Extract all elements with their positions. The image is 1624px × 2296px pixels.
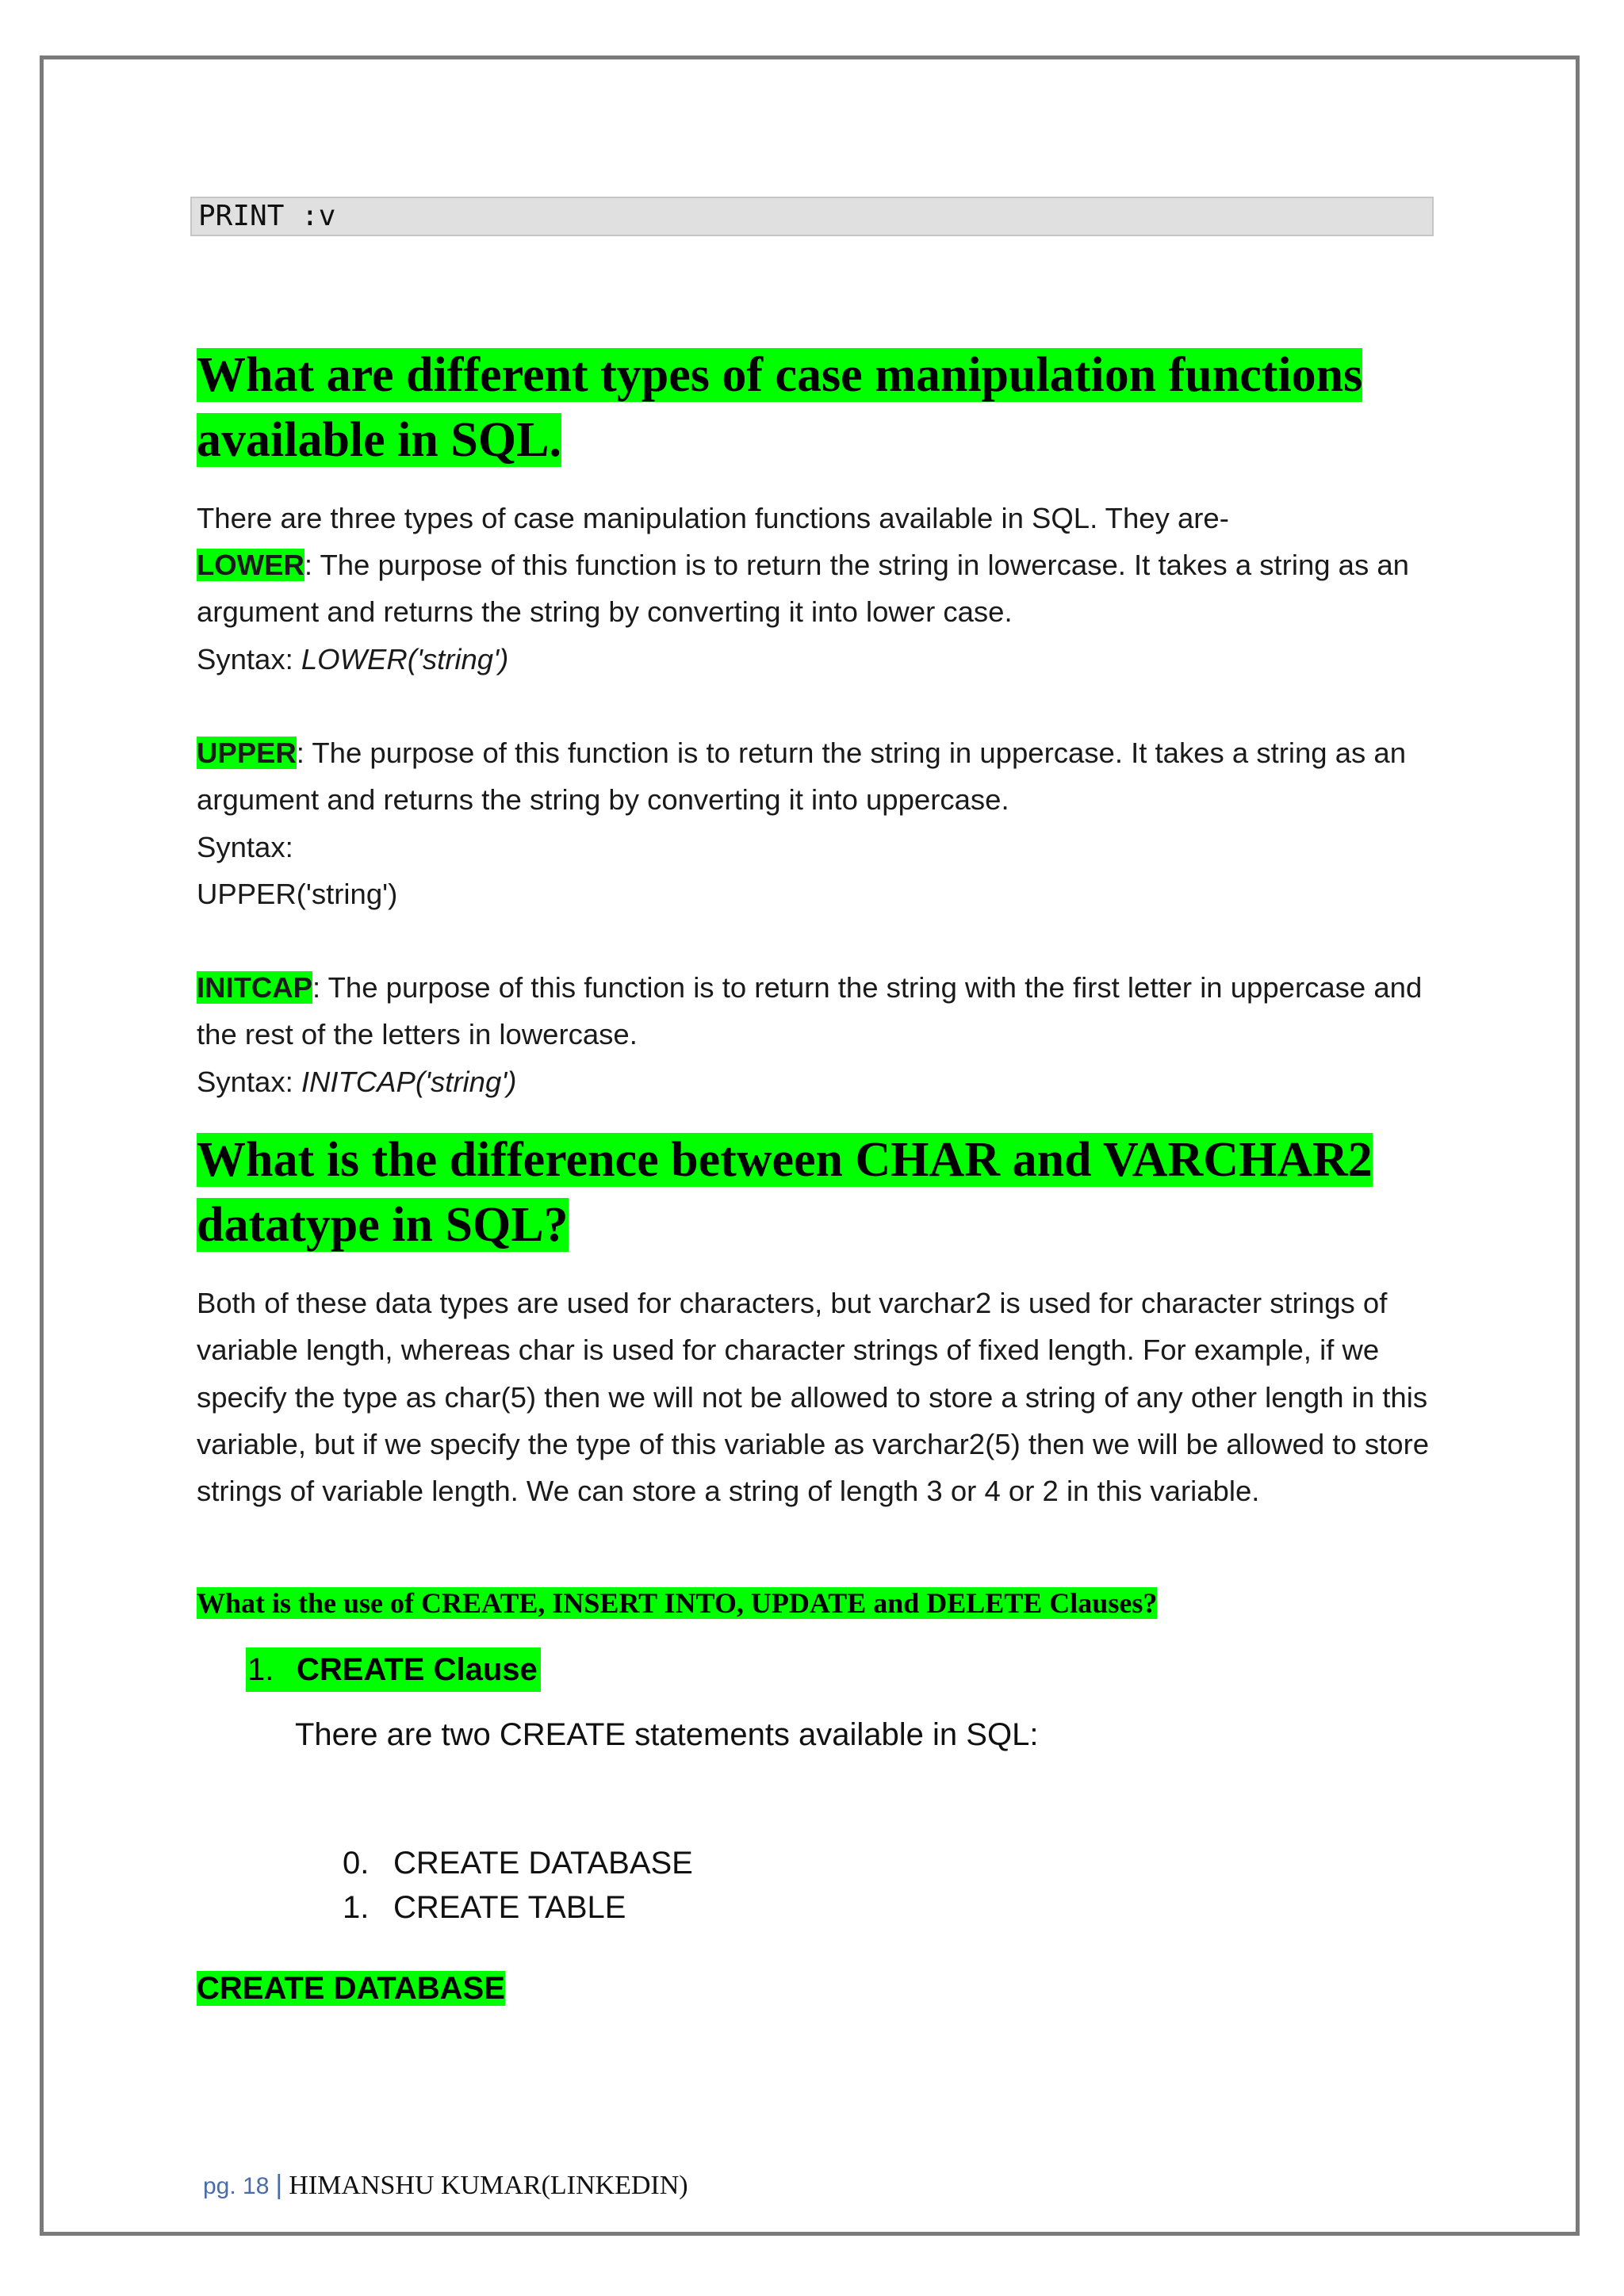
create-statements-list [343,1841,693,1930]
page-number: pg. 18 [203,2173,270,2199]
case-functions-heading-line1: What are different types of case manipulation functions [197,348,1363,402]
upper-syntax: UPPER('string') [197,877,398,910]
lower-syntax-label: Syntax: [197,642,301,675]
page-footer [203,2166,688,2206]
initcap-syntax: INITCAP('string') [301,1065,517,1098]
char-varchar-heading-line1: What is the difference between CHAR and VARCHAR2 [197,1133,1373,1187]
initcap-description [197,964,1442,1105]
code-snippet: PRINT :v [190,197,1434,236]
upper-text: : The purpose of this function is to return the string in uppercase. It takes a string as an argument and returns the string by converting it into uppercase. [197,737,1407,817]
create-clause-number: 1. [247,1651,274,1687]
footer-separator: | [275,2170,283,2200]
upper-description [197,729,1442,917]
list-item: 1. CREATE TABLE [343,1890,626,1925]
char-varchar-heading-line2: datatype in SQL? [197,1198,569,1252]
footer-author: HIMANSHU KUMAR(LINKEDIN) [289,2171,688,2200]
char-varchar-body: Both of these data types are used for characters, but varchar2 is used for character strings of variable length, whereas char is used for character strings of fixed length. For example, if we specify the type as char(5) then we will not be allowed to store a string of any other length in this variable, but if we specify the type of this variable as varchar2(5) then we will be allowed to store strings of variable length. We can store a string of length 3 or 4 or 2 in this variable. [197,1287,1430,1508]
create-clause-item [246,1647,541,1692]
char-varchar-heading [197,1127,1373,1257]
clauses-heading: What is the use of CREATE, INSERT INTO, UPDATE and DELETE Clauses? [197,1587,1158,1619]
case-functions-heading-line2: available in SQL. [197,413,561,467]
lower-description [197,541,1442,683]
case-functions-intro: There are three types of case manipulation functions available in SQL. They are- [197,502,1229,534]
create-clause-description: There are two CREATE statements available in SQL: [295,1717,1039,1752]
lower-label: LOWER [197,549,304,581]
initcap-syntax-label: Syntax: [197,1065,301,1098]
list-item: 0. CREATE DATABASE [343,1846,693,1881]
create-database-heading: CREATE DATABASE [197,1971,505,2006]
lower-syntax: LOWER('string') [301,642,509,675]
lower-text: : The purpose of this function is to return the string in lowercase. It takes a string as an argument and returns the string by converting it into lower case. [197,549,1409,629]
initcap-text: : The purpose of this function is to return the string with the first letter in uppercase and the rest of the letters in lowercase. [197,971,1423,1051]
upper-syntax-label: Syntax: [197,830,293,863]
create-clause-title: CREATE Clause [297,1651,538,1687]
initcap-label: INITCAP [197,971,312,1004]
upper-label: UPPER [197,737,297,769]
case-functions-heading [197,342,1362,473]
